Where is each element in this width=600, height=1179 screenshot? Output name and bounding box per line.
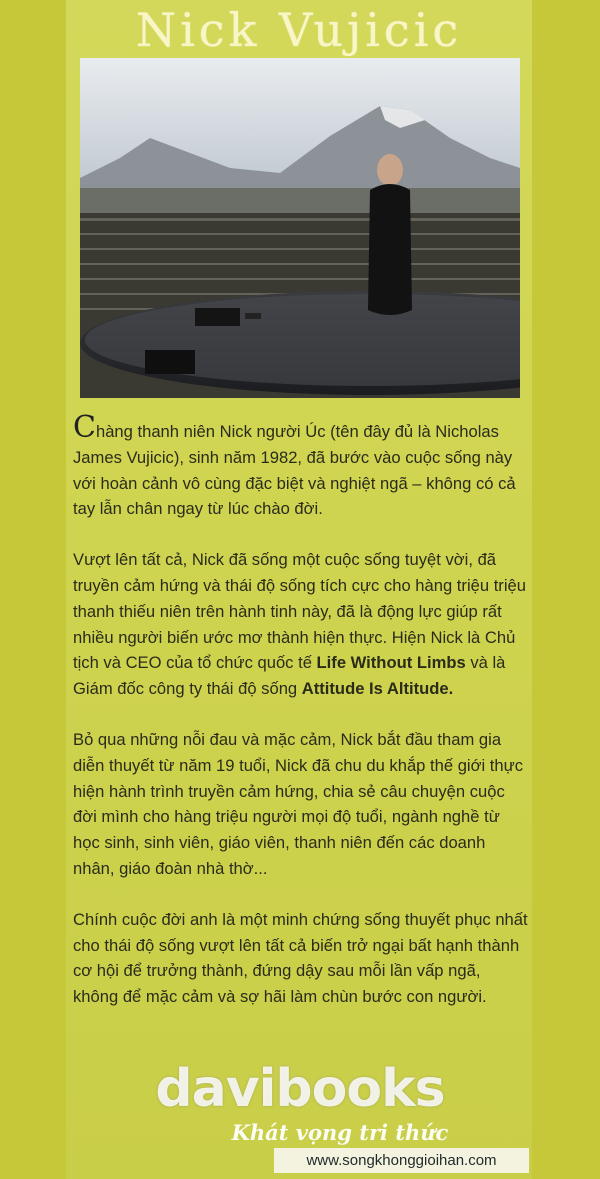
- stage-photo-illustration: [80, 58, 520, 398]
- paragraph-journey: Bỏ qua những nỗi đau và mặc cảm, Nick bắt đầu tham gia diễn thuyết từ năm 19 tuổi, Nick đã chu du khắp thế giới thực hiện hành trình truyền cảm hứng, chia sẻ câu chuyện cuộc đời mình cho hàng triệu người mọi độ tuổi, ngành nghề từ học sinh, sinh viên, giáo viên, thanh niên đến các doanh nhân, giáo đoàn nhà thờ...: [73, 729, 524, 878]
- book-description: [73, 410, 528, 1035]
- website-url: www.songkhonggioihan.com: [274, 1148, 529, 1173]
- stage-photo: [80, 58, 520, 398]
- paragraph-testimony: Chính cuộc đời anh là một minh chứng sống thuyết phục nhất cho thái độ sống vượt lên tất cả biến trở ngại bất hạnh thành cơ hội để trưởng thành, đứng dậy sau mỗi lần vấp ngã, không để mặc cảm và sợ hãi làm chùn bước con người.: [73, 909, 528, 1007]
- paragraph-intro-text: hàng thanh niên Nick người Úc (tên đây đủ là Nicholas James Vujicic), sinh năm 1982, đã bước vào cuộc sống này với hoàn cảnh vô cùng đặc biệt và nghiệt ngã – không có cả tay lẫn chân ngay từ lúc chào đời.: [73, 422, 516, 519]
- company-name: Attitude Is Altitude.: [301, 679, 454, 699]
- organization-name: Life Without Limbs: [316, 653, 466, 673]
- paragraph-achievements: [73, 547, 528, 702]
- drop-cap: C: [73, 410, 96, 445]
- paragraph-achievements-text-2: và là Giám đốc công ty thái độ sống: [73, 653, 506, 699]
- watermark-tagline: Khát vọng tri thức: [231, 1120, 449, 1145]
- book-title: Nick Vujicic: [135, 3, 463, 57]
- watermark-logo: davibooks: [155, 1059, 445, 1119]
- paragraph-achievements-text-1: Vượt lên tất cả, Nick đã sống một cuộc sống tuyệt vời, đã truyền cảm hứng và thái độ sống tích cực cho hàng triệu triệu thanh thiếu niên trên hành tinh này, đã là động lực giúp rất nhiều người biến ước mơ thành hiện thực. Hiện Nick là Chủ tịch và CEO của tổ chức quốc tế: [73, 550, 526, 673]
- paragraph-intro: [73, 410, 528, 522]
